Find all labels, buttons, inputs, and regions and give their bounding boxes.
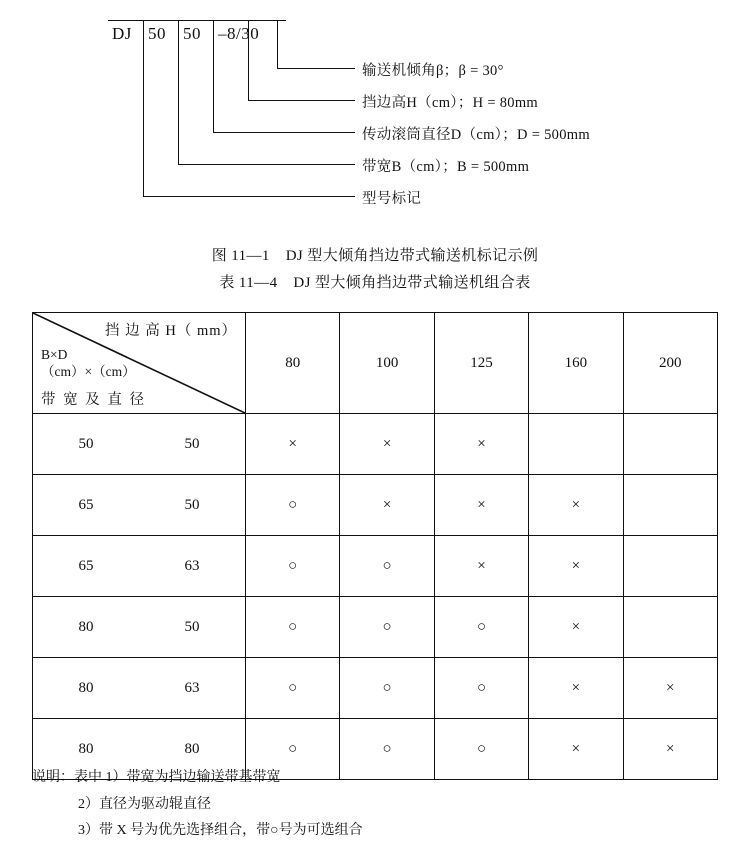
leader-3-horizontal bbox=[213, 132, 355, 133]
code-token-drum-diameter: 50 bbox=[183, 24, 201, 43]
cell-r5-c2: ○ bbox=[434, 719, 528, 780]
leader-label-belt-width: 带宽B（cm）；B = 500mm bbox=[362, 159, 530, 175]
code-token-height-angle: –8/30 bbox=[218, 24, 260, 43]
row-drum-diameter: 50 bbox=[184, 435, 200, 452]
row-belt-width: 65 bbox=[78, 496, 94, 513]
cell-r1-c4 bbox=[623, 475, 717, 536]
column-header-100: 100 bbox=[340, 313, 434, 414]
combination-table bbox=[32, 312, 718, 780]
row-header-65-50 bbox=[33, 475, 246, 536]
cell-r5-c1: ○ bbox=[340, 719, 434, 780]
table-caption-text: DJ 型大倾角挡边带式输送机组合表 bbox=[293, 275, 531, 291]
leader-5-horizontal bbox=[143, 196, 355, 197]
row-header-65-63 bbox=[33, 536, 246, 597]
cell-r1-c3: × bbox=[529, 475, 623, 536]
row-header-80-50 bbox=[33, 597, 246, 658]
row-belt-width: 80 bbox=[78, 618, 94, 635]
cell-r4-c2: ○ bbox=[434, 658, 528, 719]
corner-label-bd-line1: B×D bbox=[41, 347, 68, 362]
cell-r0-c1: × bbox=[340, 414, 434, 475]
cell-r3-c1: ○ bbox=[340, 597, 434, 658]
leader-3-vertical bbox=[213, 20, 214, 132]
code-token-prefix: DJ bbox=[112, 24, 132, 43]
cell-r0-c3 bbox=[529, 414, 623, 475]
table-caption bbox=[0, 271, 750, 292]
cell-r2-c2: × bbox=[434, 536, 528, 597]
row-drum-diameter: 63 bbox=[184, 557, 200, 574]
figure-caption bbox=[0, 244, 750, 265]
table-corner-cell bbox=[33, 313, 246, 414]
corner-label-flange-height: 挡 边 高 H（ mm） bbox=[104, 323, 237, 339]
leader-2-vertical bbox=[248, 20, 249, 100]
column-header-125: 125 bbox=[434, 313, 528, 414]
model-code-diagram bbox=[0, 0, 750, 230]
leader-label-drum-diameter: 传动滚筒直径D（cm）；D = 500mm bbox=[362, 127, 590, 143]
code-token-belt-width: 50 bbox=[148, 24, 166, 43]
cell-r1-c1: × bbox=[340, 475, 434, 536]
note-line-3: 3）带 X 号为优先选择组合，带○号为可选组合 bbox=[78, 823, 363, 839]
leader-2-horizontal bbox=[248, 100, 355, 101]
corner-label-width-diameter: 带 宽 及 直 径 bbox=[41, 392, 146, 408]
table-row bbox=[33, 536, 718, 597]
cell-r0-c2: × bbox=[434, 414, 528, 475]
cell-r1-c2: × bbox=[434, 475, 528, 536]
cell-r0-c4 bbox=[623, 414, 717, 475]
row-drum-diameter: 50 bbox=[184, 618, 200, 635]
leader-4-horizontal bbox=[178, 164, 355, 165]
cell-r3-c0: ○ bbox=[246, 597, 340, 658]
cell-r0-c0: × bbox=[246, 414, 340, 475]
cell-r5-c0: ○ bbox=[246, 719, 340, 780]
cell-r2-c3: × bbox=[529, 536, 623, 597]
note-line-1: 说明：表中 1）带宽为挡边输送带基带宽 bbox=[32, 770, 281, 785]
table-number: 表 11—4 bbox=[219, 275, 278, 291]
cell-r2-c4 bbox=[623, 536, 717, 597]
cell-r1-c0: ○ bbox=[246, 475, 340, 536]
row-header-80-63 bbox=[33, 658, 246, 719]
leader-label-model-mark: 型号标记 bbox=[362, 191, 422, 207]
cell-r3-c3: × bbox=[529, 597, 623, 658]
column-header-160: 160 bbox=[529, 313, 623, 414]
row-drum-diameter: 63 bbox=[184, 679, 200, 696]
leader-label-incline-angle: 输送机倾角β；β = 30° bbox=[362, 63, 504, 79]
combination-table-wrapper bbox=[32, 312, 718, 780]
row-belt-width: 80 bbox=[78, 679, 94, 696]
column-header-200: 200 bbox=[623, 313, 717, 414]
column-header-80: 80 bbox=[246, 313, 340, 414]
cell-r5-c4: × bbox=[623, 719, 717, 780]
row-header-50-50 bbox=[33, 414, 246, 475]
cell-r2-c0: ○ bbox=[246, 536, 340, 597]
corner-label-bd-line2: （cm）×（cm） bbox=[41, 363, 136, 379]
figure-number: 图 11—1 bbox=[211, 248, 270, 264]
table-notes bbox=[32, 765, 722, 845]
cell-r4-c4: × bbox=[623, 658, 717, 719]
leader-label-flange-height: 挡边高H（cm）；H = 80mm bbox=[362, 95, 538, 111]
row-belt-width: 80 bbox=[78, 740, 94, 757]
cell-r4-c1: ○ bbox=[340, 658, 434, 719]
leader-1-vertical bbox=[277, 20, 278, 68]
note-line-2: 2）直径为驱动辊直径 bbox=[78, 796, 211, 812]
figure-caption-text: DJ 型大倾角挡边带式输送机标记示例 bbox=[285, 248, 539, 264]
table-header-row bbox=[33, 313, 718, 414]
cell-r2-c1: ○ bbox=[340, 536, 434, 597]
row-drum-diameter: 80 bbox=[184, 740, 200, 757]
table-row bbox=[33, 597, 718, 658]
leader-1-horizontal bbox=[277, 68, 355, 69]
table-row bbox=[33, 475, 718, 536]
cell-r4-c3: × bbox=[529, 658, 623, 719]
table-row bbox=[33, 414, 718, 475]
cell-r4-c0: ○ bbox=[246, 658, 340, 719]
cell-r5-c3: × bbox=[529, 719, 623, 780]
table-row bbox=[33, 658, 718, 719]
leader-5-vertical bbox=[143, 20, 144, 196]
row-belt-width: 65 bbox=[78, 557, 94, 574]
cell-r3-c4 bbox=[623, 597, 717, 658]
code-overline bbox=[108, 20, 286, 21]
cell-r3-c2: ○ bbox=[434, 597, 528, 658]
leader-4-vertical bbox=[178, 20, 179, 164]
figure-table-captions bbox=[0, 244, 750, 298]
row-drum-diameter: 50 bbox=[184, 496, 200, 513]
row-belt-width: 50 bbox=[78, 435, 94, 452]
corner-label-bd bbox=[41, 347, 136, 381]
